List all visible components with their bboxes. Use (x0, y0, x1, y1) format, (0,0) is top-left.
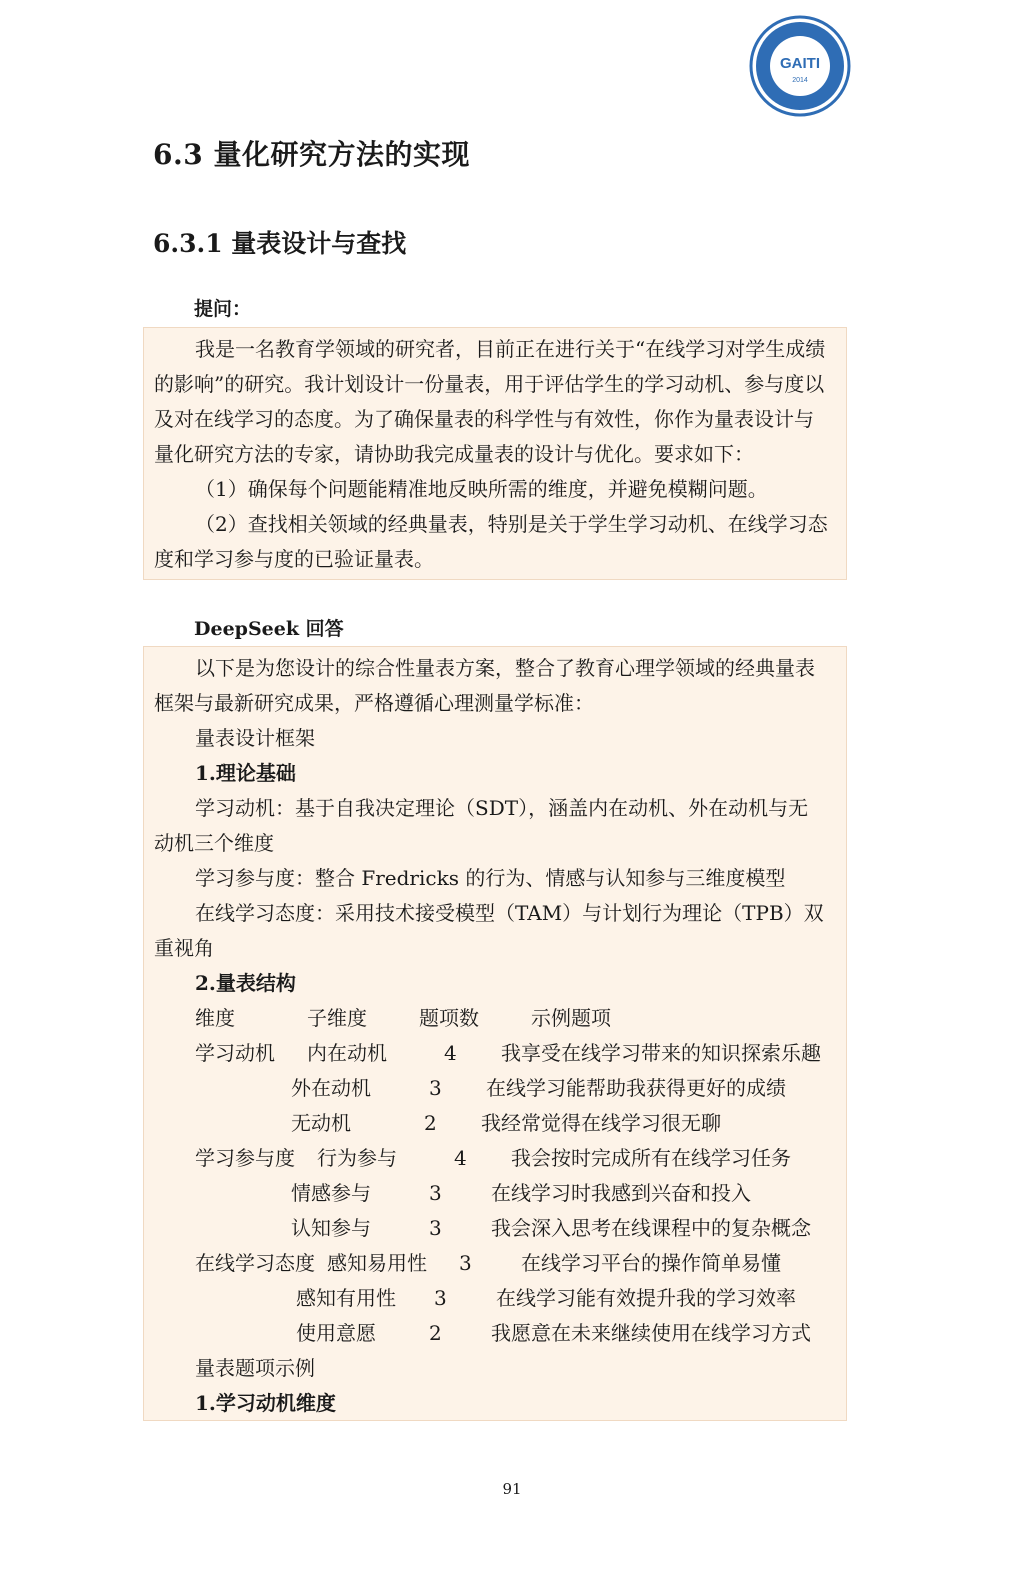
table-cell: 我愿意在未来继续使用在线学习方式 (491, 1321, 811, 1345)
table-row (144, 1316, 848, 1350)
table-header-cell: 题项数 (419, 1006, 479, 1030)
table-header-cell: 维度 (195, 1006, 235, 1030)
table-row (144, 1036, 848, 1070)
table-row (144, 1071, 848, 1105)
theory-line: 动机三个维度 (154, 831, 274, 855)
theory-line: 在线学习态度：采用技术接受模型（TAM）与计划行为理论（TPB）双 (195, 901, 824, 925)
question-line: 及对在线学习的态度。为了确保量表的科学性与有效性，你作为量表设计与 (154, 407, 814, 431)
table-cell: 4 (444, 1041, 457, 1065)
table-cell: 行为参与 (317, 1146, 397, 1170)
question-line: 量化研究方法的专家，请协助我完成量表的设计与优化。要求如下： (154, 442, 754, 466)
table-cell: 3 (429, 1076, 442, 1100)
table-cell: 外在动机 (291, 1076, 371, 1100)
table-row (144, 1176, 848, 1210)
table-header-row (144, 1001, 848, 1035)
table-cell: 在线学习能帮助我获得更好的成绩 (486, 1076, 786, 1100)
table-row (144, 1211, 848, 1245)
logo-year: 2014 (792, 77, 808, 84)
question-line: （2）查找相关领域的经典量表，特别是关于学生学习动机、在线学习态 (195, 512, 828, 536)
question-label: 提问： (194, 298, 252, 320)
question-box (143, 327, 847, 580)
question-line: 的影响”的研究。我计划设计一份量表，用于评估学生的学习动机、参与度以 (154, 372, 825, 396)
table-cell: 3 (429, 1181, 442, 1205)
table-cell: 学习参与度 (195, 1146, 295, 1170)
table-header-cell: 子维度 (307, 1006, 367, 1030)
table-cell: 3 (434, 1286, 447, 1310)
table-row (144, 1106, 848, 1140)
table-cell: 学习动机 (195, 1041, 275, 1065)
table-cell: 我会按时完成所有在线学习任务 (511, 1146, 791, 1170)
table-cell: 情感参与 (291, 1181, 371, 1205)
table-cell: 在线学习态度 (195, 1251, 315, 1275)
table-cell: 我经常觉得在线学习很无聊 (481, 1111, 721, 1135)
table-cell: 3 (429, 1216, 442, 1240)
table-cell: 内在动机 (307, 1041, 387, 1065)
table-cell: 在线学习时我感到兴奋和投入 (491, 1181, 751, 1205)
examples-title: 量表题项示例 (195, 1356, 315, 1380)
answer-box (143, 646, 847, 1421)
table-cell: 无动机 (291, 1111, 351, 1135)
answer-intro-line: 框架与最新研究成果，严格遵循心理测量学标准： (154, 691, 594, 715)
theory-title: 1.理论基础 (195, 761, 296, 785)
structure-title: 2.量表结构 (195, 971, 296, 995)
table-cell: 2 (429, 1321, 442, 1345)
theory-line: 学习动机：基于自我决定理论（SDT），涵盖内在动机、外在动机与无 (195, 796, 809, 820)
table-cell: 在线学习平台的操作简单易懂 (521, 1251, 781, 1275)
table-cell: 2 (424, 1111, 437, 1135)
table-row (144, 1281, 848, 1315)
table-row (144, 1246, 848, 1280)
section-heading: 6.3 量化研究方法的实现 (153, 138, 470, 171)
theory-line: 重视角 (154, 936, 214, 960)
question-line: （1）确保每个问题能精准地反映所需的维度，并避免模糊问题。 (195, 477, 768, 501)
table-cell: 认知参与 (291, 1216, 371, 1240)
table-cell: 使用意愿 (296, 1321, 376, 1345)
table-header-cell: 示例题项 (531, 1006, 611, 1030)
dimension1-title: 1.学习动机维度 (195, 1391, 336, 1415)
answer-label: DeepSeek 回答 (194, 618, 344, 640)
theory-line: 学习参与度：整合 Fredricks 的行为、情感与认知参与三维度模型 (195, 866, 786, 890)
table-row (144, 1141, 848, 1175)
table-cell: 我享受在线学习带来的知识探索乐趣 (501, 1041, 821, 1065)
answer-intro-line: 以下是为您设计的综合性量表方案，整合了教育心理学领域的经典量表 (195, 656, 815, 680)
table-cell: 感知有用性 (296, 1286, 396, 1310)
page-number: 91 (502, 1480, 522, 1498)
table-cell: 4 (454, 1146, 467, 1170)
subsection-heading: 6.3.1 量表设计与查找 (153, 229, 407, 258)
question-line: 度和学习参与度的已验证量表。 (154, 547, 434, 571)
table-cell: 3 (459, 1251, 472, 1275)
framework-title: 量表设计框架 (195, 726, 315, 750)
table-cell: 感知易用性 (327, 1251, 427, 1275)
question-line: 我是一名教育学领域的研究者，目前正在进行关于“在线学习对学生成绩 (195, 337, 826, 361)
table-cell: 我会深入思考在线课程中的复杂概念 (491, 1216, 811, 1240)
institute-logo (748, 14, 852, 118)
table-cell: 在线学习能有效提升我的学习效率 (496, 1286, 796, 1310)
logo-text: GAITI (780, 55, 820, 72)
